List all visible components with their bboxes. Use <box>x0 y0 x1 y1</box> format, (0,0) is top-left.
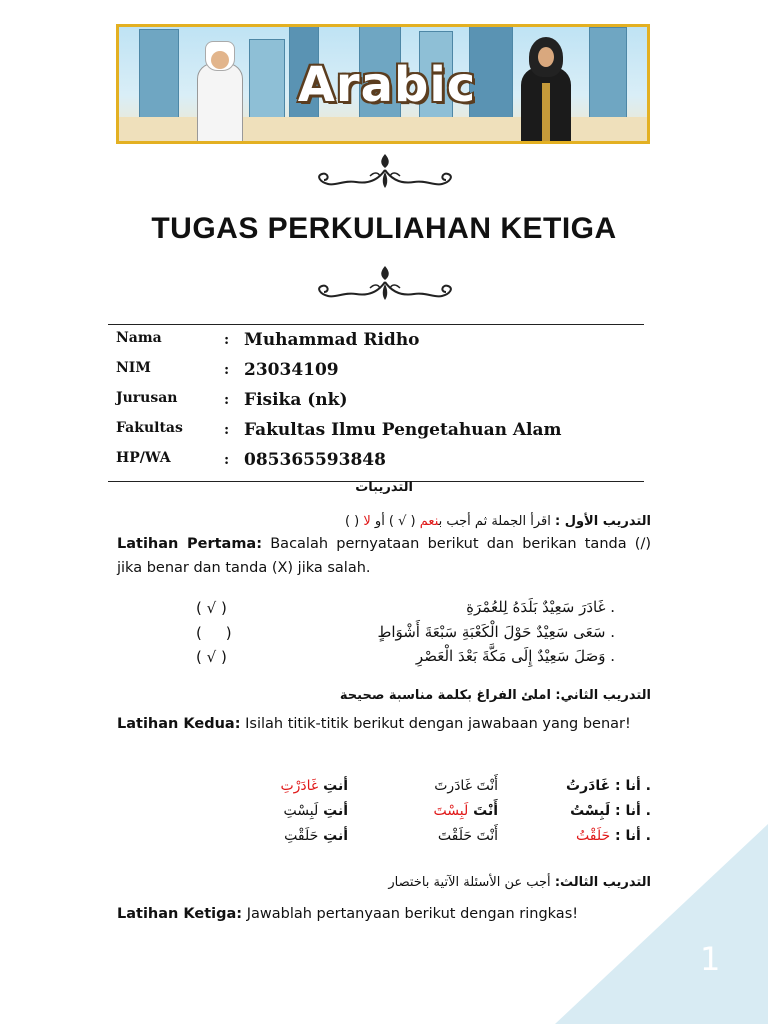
identity-value: Muhammad Ridho <box>244 330 420 350</box>
identity-colon: : <box>224 452 230 468</box>
ex1-answer-mark: ( ) <box>196 624 232 642</box>
identity-row <box>108 447 644 477</box>
conj-anti-answer: غَادَرْتِ <box>280 778 319 794</box>
ex2-arabic-heading: التدريب الثاني: املئ الفراغ بكلمة مناسبة صحيحة <box>339 688 651 703</box>
man-face <box>211 51 229 69</box>
ex1-arabic-instruction <box>345 514 651 529</box>
ex1-latin-text: Bacalah pernyataan berikut dan berikan tanda (/) jika benar dan tanda (X) jika salah. <box>117 536 651 576</box>
conj-anta: أَنْتَ حَلَقْتَ <box>437 828 498 844</box>
banner-title: Arabic <box>297 57 477 113</box>
identity-colon: : <box>224 422 230 438</box>
conj-anti <box>284 828 348 844</box>
ex2-latin-instruction <box>117 712 651 736</box>
identity-table <box>108 324 644 482</box>
ex1-arabic-heading: التدريب الأول : <box>554 514 651 529</box>
identity-value: 23034109 <box>244 360 339 380</box>
ex1-sentence: . وَصَلَ سَعِيْدٌ إِلَى مَكَّةَ بَعْدَ الْعَصْرِ <box>415 647 615 665</box>
identity-value: 085365593848 <box>244 450 386 470</box>
ex2-latin-heading: Latihan Kedua: <box>117 716 241 732</box>
conj-anta <box>434 803 498 819</box>
ex3-latin-heading: Latihan Ketiga: <box>117 906 243 922</box>
identity-value: Fisika (nk) <box>244 390 348 410</box>
identity-label: Nama <box>116 330 162 346</box>
ex1-no-word: لا <box>363 514 371 529</box>
ornament-divider-bottom <box>308 262 462 304</box>
woman-face <box>538 47 554 67</box>
ex1-arabic-mid: ( √ ) أو <box>370 514 420 529</box>
ex1-sentence: . سَعَى سَعِيْدٌ حَوْلَ الْكَعْبَةِ سَبْعَةَ أَشْوَاطٍ <box>377 623 615 641</box>
conj-anta: أَنْتَ غَادَرتَ <box>434 778 498 794</box>
ex2-latin-text: Isilah titik-titik berikut dengan jawabaan yang benar! <box>240 716 631 732</box>
man-figure <box>197 63 243 144</box>
identity-row <box>108 387 644 417</box>
page-title: TUGAS PERKULIAHAN KETIGA <box>151 212 617 245</box>
ex1-latin-instruction <box>117 532 651 580</box>
identity-colon: : <box>224 332 230 348</box>
ex1-latin-heading: Latihan Pertama: <box>117 536 263 552</box>
identity-row <box>108 417 644 447</box>
building <box>249 39 285 119</box>
page-number: 1 <box>700 940 721 978</box>
ex3-arabic-heading: التدريب الثالث: <box>554 875 651 890</box>
ornament-divider-top <box>308 150 462 192</box>
section-heading-arabic: التدريبات <box>355 480 413 495</box>
conj-anta-answer: لَبِسْتَ <box>433 803 469 819</box>
conj-anti-label: أنتِ <box>318 803 348 819</box>
ex1-arabic-end: ( ) <box>344 514 364 529</box>
conj-anti-value: حَلَقْتِ <box>284 828 319 844</box>
conj-ana-label: . أنا : <box>610 828 651 844</box>
identity-row <box>108 357 644 387</box>
conj-anti-label: أنتِ <box>318 828 348 844</box>
conj-anti-value: لَبِسْتِ <box>283 803 319 819</box>
identity-label: Jurusan <box>116 390 178 406</box>
identity-label: HP/WA <box>116 450 171 466</box>
ex3-latin-text: Jawablah pertanyaan berikut dengan ringkas! <box>242 906 579 922</box>
conj-anti <box>280 778 348 794</box>
conj-ana: . أنا : لَبِسْتُ <box>570 803 651 819</box>
ex1-arabic-text: اقرأ الجملة ثم أجب ب <box>438 514 551 529</box>
building <box>589 27 627 119</box>
identity-label: NIM <box>116 360 151 376</box>
conj-anti-label: أنتِ <box>318 778 348 794</box>
conj-ana-answer: حَلَقْتُ <box>576 828 611 844</box>
corner-decoration <box>555 824 768 1024</box>
identity-row <box>108 327 644 357</box>
ex1-yes-word: نعم <box>419 514 439 529</box>
ex3-arabic-text: أجب عن الأسئلة الآتية باختصار <box>388 875 555 890</box>
conj-anta-label: أَنْتَ <box>468 803 498 819</box>
building <box>139 29 179 119</box>
conj-anti <box>284 803 348 819</box>
header-banner <box>116 24 650 144</box>
identity-colon: : <box>224 392 230 408</box>
ex1-sentence: . غَادَرَ سَعِيْدٌ بَلَدَهُ لِلعُمْرَةِ <box>466 598 615 616</box>
woman-trim <box>542 83 550 144</box>
conj-ana: . أنا : غَادَرتُ <box>566 778 651 794</box>
identity-colon: : <box>224 362 230 378</box>
identity-value: Fakultas Ilmu Pengetahuan Alam <box>244 420 562 440</box>
ex1-answer-mark: ( √ ) <box>196 599 227 617</box>
identity-label: Fakultas <box>116 420 183 436</box>
ex1-answer-mark: ( √ ) <box>196 648 227 666</box>
